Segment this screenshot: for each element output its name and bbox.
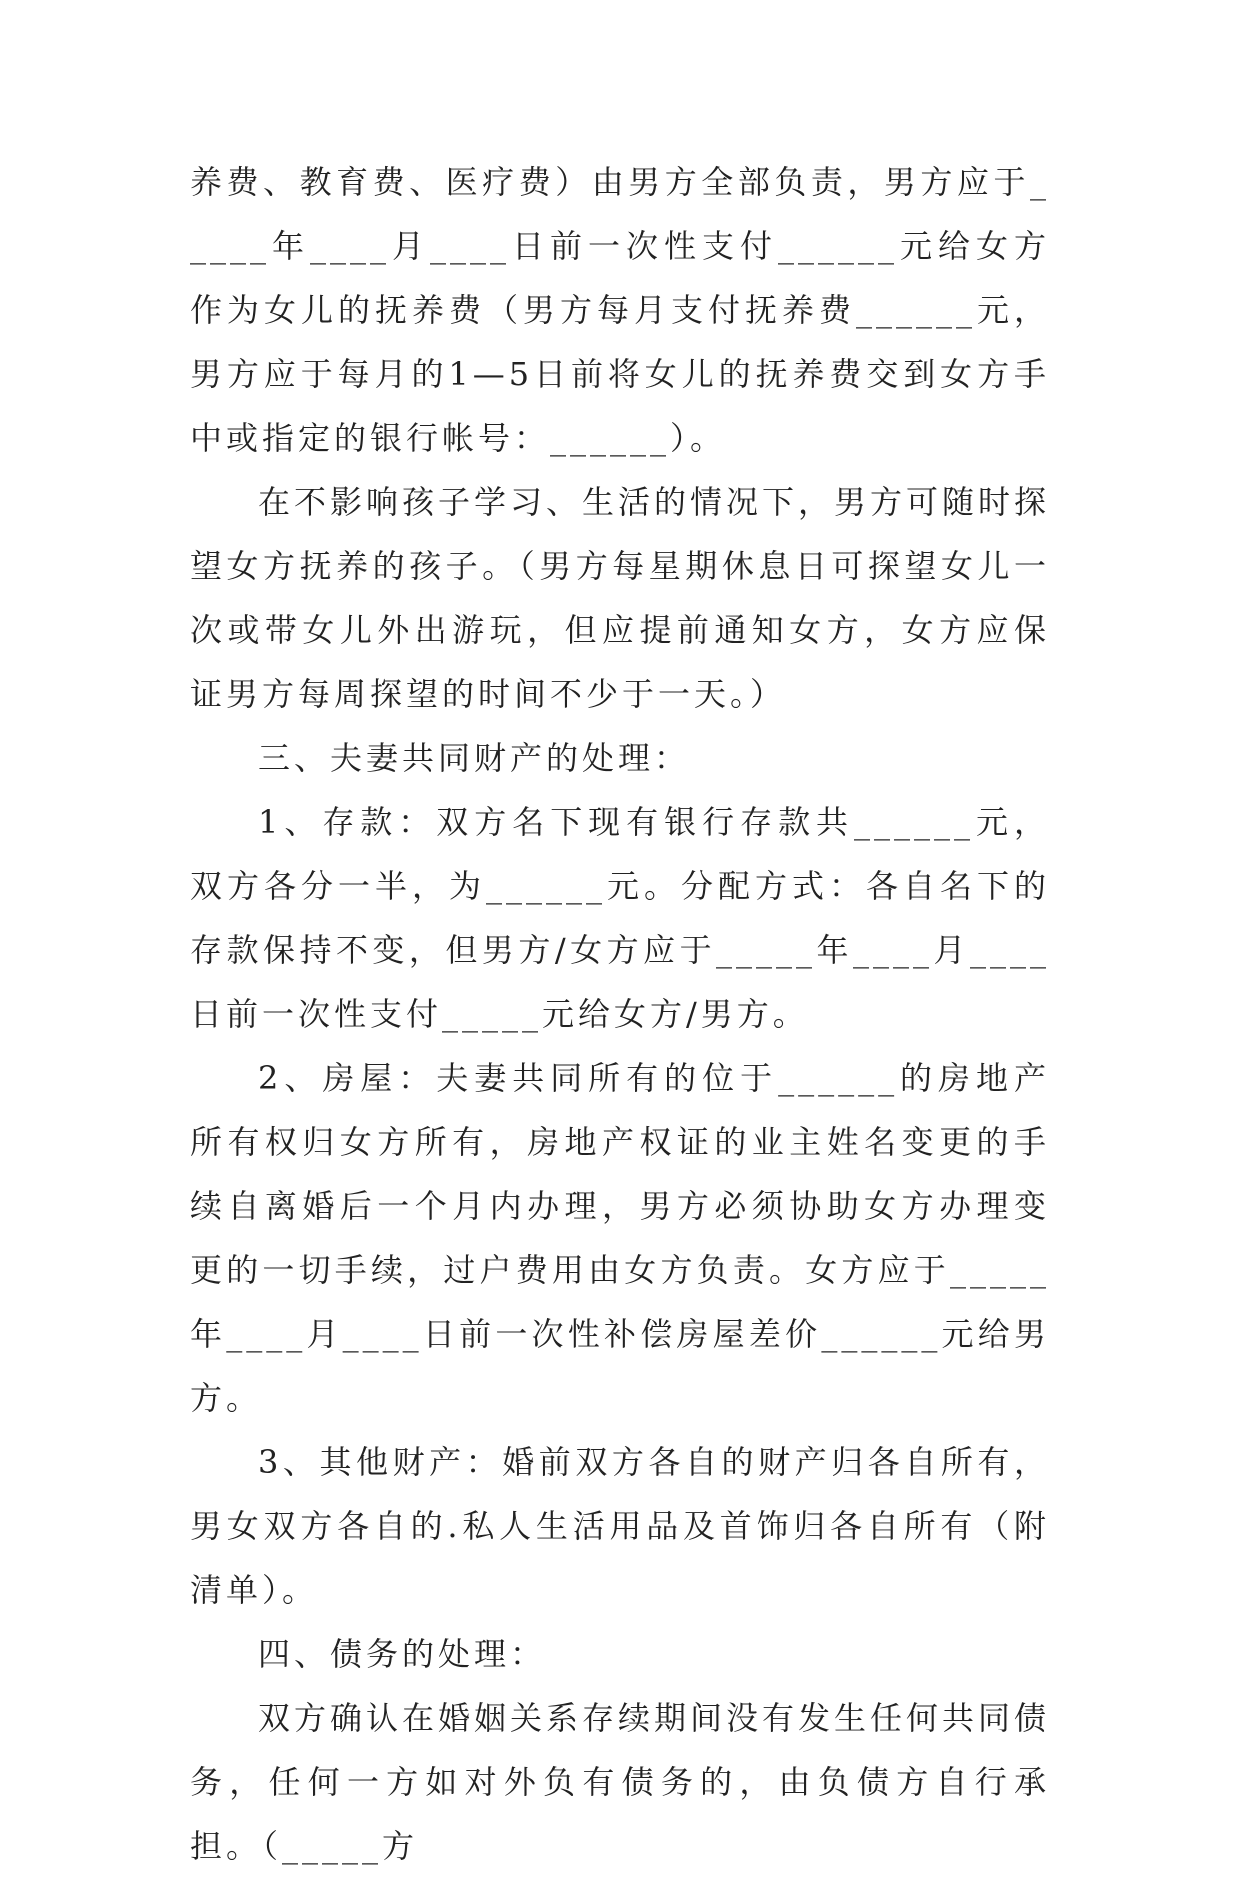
heading-joint-property: 三、夫妻共同财产的处理： <box>258 739 691 777</box>
paragraph-debts: 双方确认在婚姻关系存续期间没有发生任何共同债务，任何一方如对外负有债务的，由负债方自行承担。（_____方 <box>190 1699 1051 1865</box>
paragraph-child-support: 养费、教育费、医疗费）由男方全部负责，男方应于_____年____月____日前一次性支付______元给女方作为女儿的抚养费（男方每月支付抚养费______元，男方应于每月的1—5日前将女儿的抚养费交到女方手中或指定的银行帐号：______）。 <box>190 163 1050 457</box>
paragraph-visitation: 在不影响孩子学习、生活的情况下，男方可随时探望女方抚养的孩子。（男方每星期休息日可探望女儿一次或带女儿外出游玩，但应提前通知女方，女方应保证男方每周探望的时间不少于一天。） <box>190 483 1051 713</box>
paragraph-deposits: 1、存款：双方名下现有银行存款共______元，双方各分一半，为______元。分配方式：各自名下的存款保持不变，但男方/女方应于_____年____月____日前一次性支付_____元给女方/男方。 <box>190 803 1050 1033</box>
document-body <box>190 150 1050 1878</box>
heading-debts: 四、债务的处理： <box>258 1635 547 1673</box>
paragraph-house: 2、房屋：夫妻共同所有的位于______的房地产所有权归女方所有，房地产权证的业主姓名变更的手续自离婚后一个月内办理，男方必须协助女方办理变更的一切手续，过户费用由女方负责。女方应于_____年____月____日前一次性补偿房屋差价______元给男方。 <box>190 1059 1050 1417</box>
paragraph-other-property: 3、其他财产：婚前双方各自的财产归各自所有，男女双方各自的.私人生活用品及首饰归各自所有（附清单）。 <box>190 1443 1050 1609</box>
